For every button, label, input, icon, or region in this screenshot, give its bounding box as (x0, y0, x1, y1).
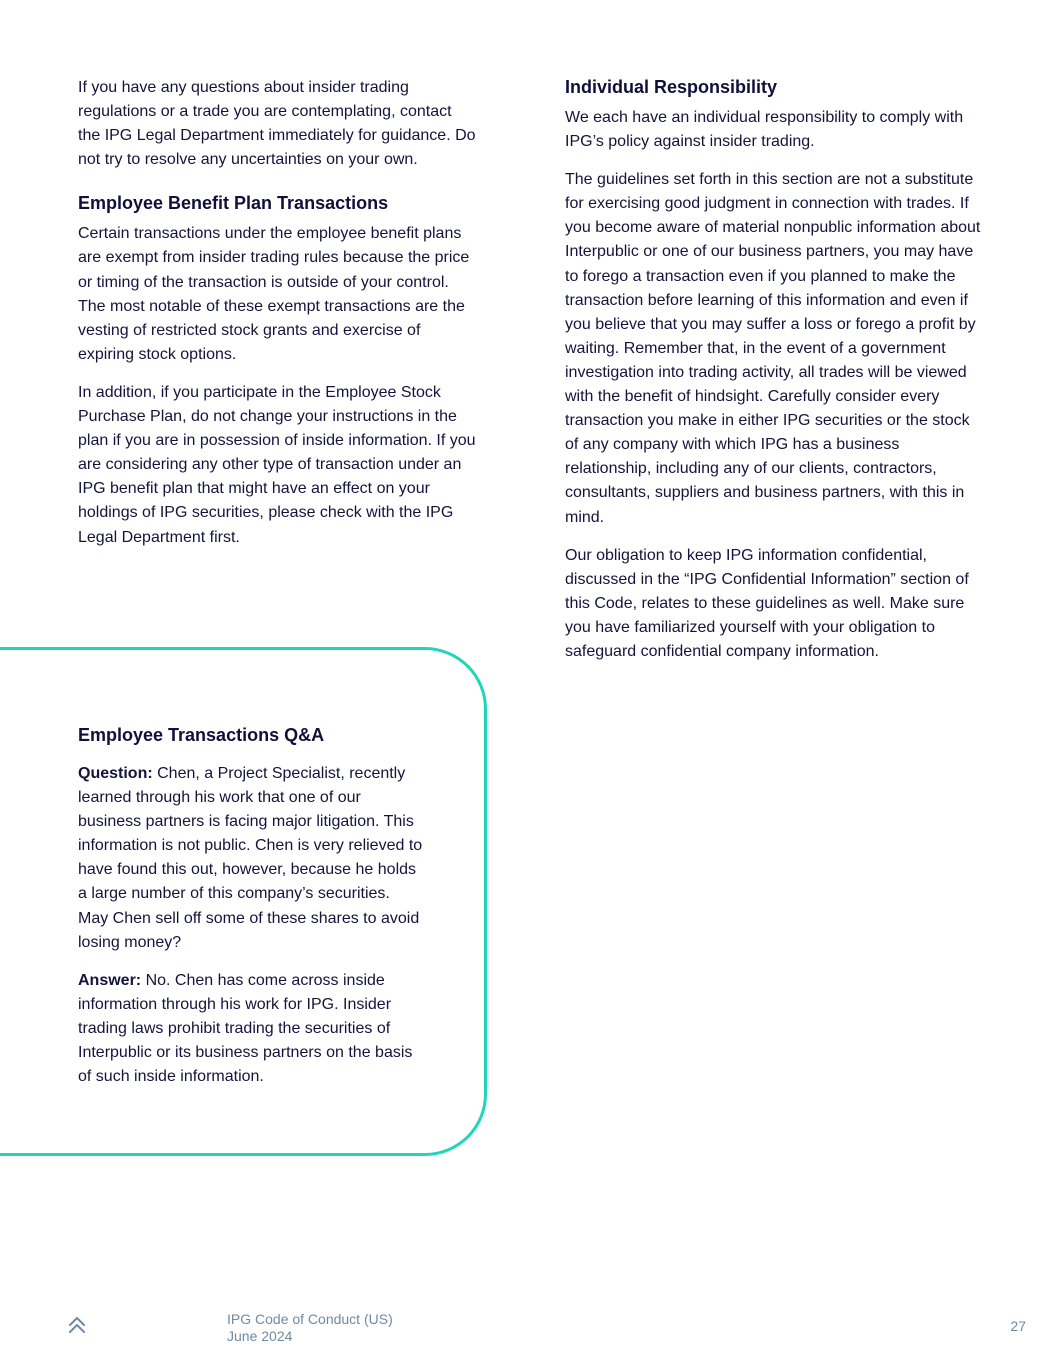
right-column (565, 74, 983, 678)
intro-paragraph: If you have any questions about insider trading regulations or a trade you are contemplating, contact the IPG Legal Department immediately for guidance. Do not try to resolve any uncertainties on your own. (78, 79, 476, 169)
answer-label: Answer: (78, 971, 142, 989)
question-label: Question: (78, 765, 153, 782)
responsibility-paragraph-1: We each have an individual responsibility to comply with IPG’s policy against insider trading. (565, 109, 964, 151)
page-number: 27 (1010, 1318, 1026, 1334)
benefit-plan-heading: Employee Benefit Plan Transactions (78, 193, 389, 214)
benefit-paragraph-2: In addition, if you participate in the Employee Stock Purchase Plan, do not change your instructions in the plan if you are in possession of inside information. If you are considering any other type of transaction under an IPG benefit plan that might have an effect on your holdings of IPG securities, please check with the IPG Legal Department first. (78, 383, 476, 546)
qa-answer (78, 969, 423, 1089)
qa-question (78, 762, 423, 955)
responsibility-paragraph-2: The guidelines set forth in this section are not a substitute for exercising good judgment in connection with trades. If you become aware of material nonpublic information about Interpublic or one of our business partners, you may have to forego a transaction even if you planned to make the transaction before learning of this information and even if you believe that you may suffer a loss or forego a profit by waiting. Remember that, in the event of a government investigation into trading activity, all trades will be viewed with the benefit of hindsight. Carefully consider every transaction you make in either IPG securities or the stock of any company with which IPG has a business relationship, including any of our clients, contractors, consultants, suppliers and business partners, with this in mind. (565, 171, 981, 526)
qa-heading: Employee Transactions Q&A (78, 725, 325, 745)
responsibility-paragraph-3: Our obligation to keep IPG information confidential, discussed in the “IPG Confidential Information” section of this Code, relates to these guidelines as well. Make sure you have familiarized yourself with your obligation to safeguard confidential company information. (565, 546, 969, 660)
footer-date: June 2024 (227, 1327, 293, 1344)
left-column (78, 76, 478, 564)
double-chevron-up-icon[interactable] (67, 1314, 87, 1336)
qa-callout (78, 722, 423, 1103)
footer-doc-info (227, 1311, 393, 1344)
footer-title: IPG Code of Conduct (US) (227, 1311, 393, 1327)
answer-text: No. Chen has come across inside information through his work for IPG. Insider trading laws prohibit trading the securities of Interpublic or its business partners on the basis of such inside information. (78, 971, 413, 1086)
benefit-paragraph-1: Certain transactions under the employee benefit plans are exempt from insider trading rules because the price or timing of the transaction is outside of your control. The most notable of these exempt transactions are the vesting of restricted stock grants and exercise of expiring stock options. (78, 225, 470, 363)
individual-responsibility-heading: Individual Responsibility (565, 77, 778, 97)
question-text: Chen, a Project Specialist, recently learned through his work that one of our business partners is facing major litigation. This information is not public. Chen is very relieved to have found this out, however, because he holds a large number of this company’s securities. May Chen sell off some of these shares to avoid losing money? (78, 765, 423, 951)
